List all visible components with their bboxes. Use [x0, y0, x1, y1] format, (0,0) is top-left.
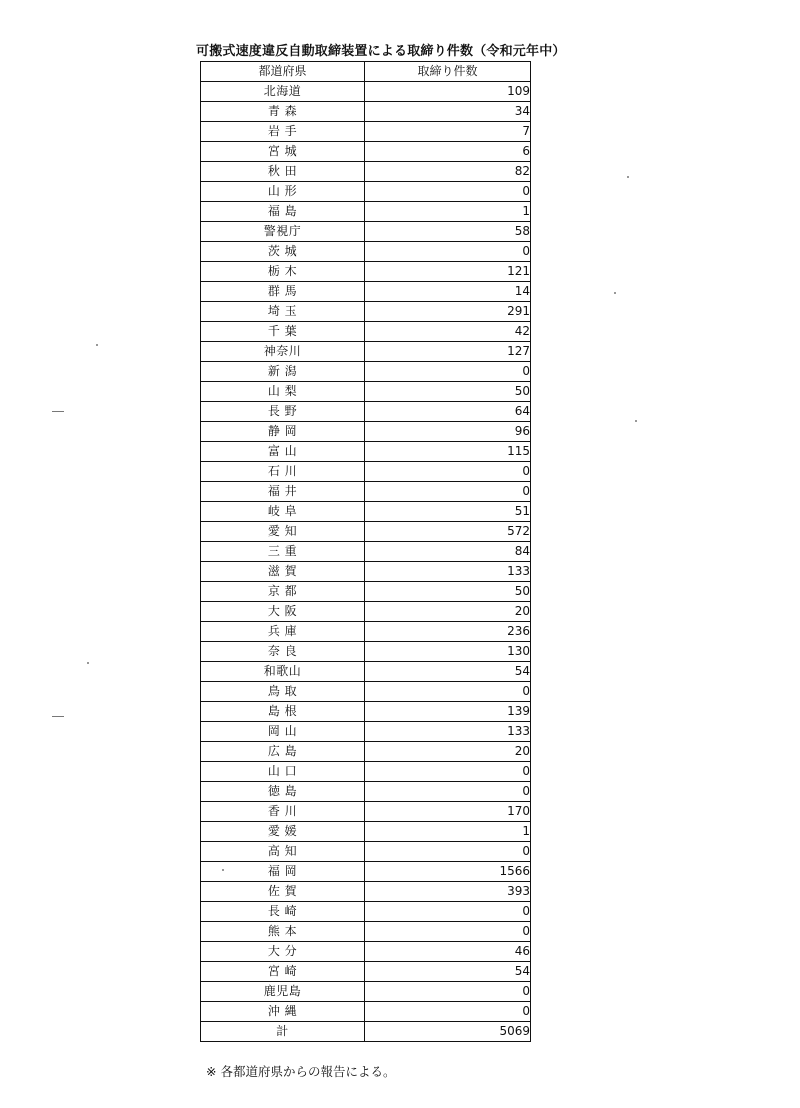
- prefecture-cell: 鳥 取: [201, 682, 365, 702]
- count-cell: 133: [365, 722, 531, 742]
- prefecture-cell: 宮 崎: [201, 962, 365, 982]
- table-row: [201, 342, 531, 362]
- table-row: [201, 322, 531, 342]
- prefecture-cell: 北海道: [201, 82, 365, 102]
- prefecture-cell: 山 梨: [201, 382, 365, 402]
- count-cell: 0: [365, 362, 531, 382]
- table-total-row: [201, 1022, 531, 1042]
- total-value: 5069: [365, 1022, 531, 1042]
- count-cell: 291: [365, 302, 531, 322]
- count-cell: 42: [365, 322, 531, 342]
- table-row: [201, 442, 531, 462]
- column-header-count: 取締り件数: [365, 62, 531, 82]
- count-cell: 121: [365, 262, 531, 282]
- table-row: [201, 802, 531, 822]
- table-row: [201, 242, 531, 262]
- count-cell: 393: [365, 882, 531, 902]
- count-cell: 7: [365, 122, 531, 142]
- count-cell: 572: [365, 522, 531, 542]
- prefecture-cell: 富 山: [201, 442, 365, 462]
- prefecture-cell: 広 島: [201, 742, 365, 762]
- prefecture-cell: 岡 山: [201, 722, 365, 742]
- table-row: [201, 602, 531, 622]
- count-cell: 54: [365, 662, 531, 682]
- prefecture-cell: 福 井: [201, 482, 365, 502]
- prefecture-cell: 鹿児島: [201, 982, 365, 1002]
- count-cell: 14: [365, 282, 531, 302]
- scan-speck: [96, 344, 98, 346]
- prefecture-cell: 千 葉: [201, 322, 365, 342]
- prefecture-cell: 京 都: [201, 582, 365, 602]
- table-row: [201, 402, 531, 422]
- prefecture-cell: 岩 手: [201, 122, 365, 142]
- table-header-row: [201, 62, 531, 82]
- table-row: [201, 902, 531, 922]
- prefecture-cell: 兵 庫: [201, 622, 365, 642]
- count-cell: 50: [365, 382, 531, 402]
- table-row: [201, 482, 531, 502]
- table-row: [201, 582, 531, 602]
- prefecture-cell: 群 馬: [201, 282, 365, 302]
- count-cell: 0: [365, 182, 531, 202]
- count-cell: 64: [365, 402, 531, 422]
- table-row: [201, 82, 531, 102]
- prefecture-cell: 大 阪: [201, 602, 365, 622]
- prefecture-cell: 高 知: [201, 842, 365, 862]
- table-row: [201, 562, 531, 582]
- table-row: [201, 102, 531, 122]
- prefecture-cell: 佐 賀: [201, 882, 365, 902]
- count-cell: 139: [365, 702, 531, 722]
- scan-mark: [52, 716, 64, 717]
- prefecture-cell: 香 川: [201, 802, 365, 822]
- table-row: [201, 542, 531, 562]
- scan-speck: [222, 869, 224, 871]
- table-row: [201, 882, 531, 902]
- prefecture-cell: 茨 城: [201, 242, 365, 262]
- table-row: [201, 362, 531, 382]
- count-cell: 34: [365, 102, 531, 122]
- page-title: 可搬式速度違反自動取締装置による取締り件数（令和元年中）: [196, 44, 566, 59]
- table-row: [201, 822, 531, 842]
- scan-speck: [635, 420, 637, 422]
- count-cell: 54: [365, 962, 531, 982]
- count-cell: 236: [365, 622, 531, 642]
- count-cell: 0: [365, 902, 531, 922]
- table-row: [201, 202, 531, 222]
- count-cell: 58: [365, 222, 531, 242]
- prefecture-cell: 埼 玉: [201, 302, 365, 322]
- count-cell: 0: [365, 482, 531, 502]
- count-cell: 84: [365, 542, 531, 562]
- prefecture-cell: 石 川: [201, 462, 365, 482]
- prefecture-cell: 福 岡: [201, 862, 365, 882]
- count-cell: 0: [365, 682, 531, 702]
- count-cell: 46: [365, 942, 531, 962]
- table-row: [201, 682, 531, 702]
- count-cell: 130: [365, 642, 531, 662]
- table-row: [201, 1002, 531, 1022]
- prefecture-cell: 徳 島: [201, 782, 365, 802]
- count-cell: 0: [365, 782, 531, 802]
- table-row: [201, 962, 531, 982]
- prefecture-cell: 青 森: [201, 102, 365, 122]
- table-row: [201, 842, 531, 862]
- count-cell: 0: [365, 842, 531, 862]
- table-row: [201, 162, 531, 182]
- count-cell: 50: [365, 582, 531, 602]
- prefecture-cell: 熊 本: [201, 922, 365, 942]
- prefecture-cell: 沖 縄: [201, 1002, 365, 1022]
- prefecture-cell: 福 島: [201, 202, 365, 222]
- count-cell: 0: [365, 922, 531, 942]
- count-cell: 0: [365, 982, 531, 1002]
- total-label: 計: [201, 1022, 365, 1042]
- prefecture-cell: 大 分: [201, 942, 365, 962]
- prefecture-cell: 宮 城: [201, 142, 365, 162]
- count-cell: 115: [365, 442, 531, 462]
- table-row: [201, 642, 531, 662]
- table-row: [201, 982, 531, 1002]
- column-header-prefecture: 都道府県: [201, 62, 365, 82]
- count-cell: 1566: [365, 862, 531, 882]
- table-row: [201, 262, 531, 282]
- prefecture-cell: 山 口: [201, 762, 365, 782]
- table-row: [201, 222, 531, 242]
- scan-speck: [614, 292, 616, 294]
- prefecture-cell: 和歌山: [201, 662, 365, 682]
- prefecture-cell: 栃 木: [201, 262, 365, 282]
- table-row: [201, 282, 531, 302]
- scan-speck: [87, 662, 89, 664]
- prefecture-cell: 長 崎: [201, 902, 365, 922]
- prefecture-cell: 警視庁: [201, 222, 365, 242]
- count-cell: 6: [365, 142, 531, 162]
- table-row: [201, 702, 531, 722]
- prefecture-cell: 神奈川: [201, 342, 365, 362]
- table-row: [201, 862, 531, 882]
- table-row: [201, 782, 531, 802]
- table-row: [201, 422, 531, 442]
- prefecture-cell: 三 重: [201, 542, 365, 562]
- table-row: [201, 742, 531, 762]
- count-cell: 96: [365, 422, 531, 442]
- count-cell: 170: [365, 802, 531, 822]
- prefecture-cell: 静 岡: [201, 422, 365, 442]
- table-row: [201, 142, 531, 162]
- count-cell: 1: [365, 202, 531, 222]
- prefecture-cell: 奈 良: [201, 642, 365, 662]
- table-row: [201, 942, 531, 962]
- table-row: [201, 502, 531, 522]
- count-cell: 0: [365, 462, 531, 482]
- table-row: [201, 622, 531, 642]
- table-body: [201, 82, 531, 1022]
- count-cell: 82: [365, 162, 531, 182]
- table-row: [201, 922, 531, 942]
- count-cell: 0: [365, 762, 531, 782]
- count-cell: 1: [365, 822, 531, 842]
- table-row: [201, 182, 531, 202]
- table-row: [201, 382, 531, 402]
- footnote: ※ 各都道府県からの報告による。: [206, 1064, 396, 1079]
- count-cell: 0: [365, 242, 531, 262]
- table-row: [201, 722, 531, 742]
- prefecture-cell: 秋 田: [201, 162, 365, 182]
- count-cell: 127: [365, 342, 531, 362]
- count-cell: 20: [365, 742, 531, 762]
- prefecture-cell: 長 野: [201, 402, 365, 422]
- prefecture-cell: 山 形: [201, 182, 365, 202]
- count-cell: 51: [365, 502, 531, 522]
- prefecture-cell: 島 根: [201, 702, 365, 722]
- table-row: [201, 462, 531, 482]
- table-row: [201, 762, 531, 782]
- table-row: [201, 122, 531, 142]
- prefecture-cell: 愛 媛: [201, 822, 365, 842]
- enforcement-table: [200, 61, 531, 1042]
- prefecture-cell: 岐 阜: [201, 502, 365, 522]
- table-row: [201, 662, 531, 682]
- table-row: [201, 522, 531, 542]
- prefecture-cell: 滋 賀: [201, 562, 365, 582]
- count-cell: 133: [365, 562, 531, 582]
- count-cell: 20: [365, 602, 531, 622]
- prefecture-cell: 愛 知: [201, 522, 365, 542]
- table-row: [201, 302, 531, 322]
- count-cell: 0: [365, 1002, 531, 1022]
- scan-mark: [52, 411, 64, 412]
- scan-speck: [627, 176, 629, 178]
- count-cell: 109: [365, 82, 531, 102]
- prefecture-cell: 新 潟: [201, 362, 365, 382]
